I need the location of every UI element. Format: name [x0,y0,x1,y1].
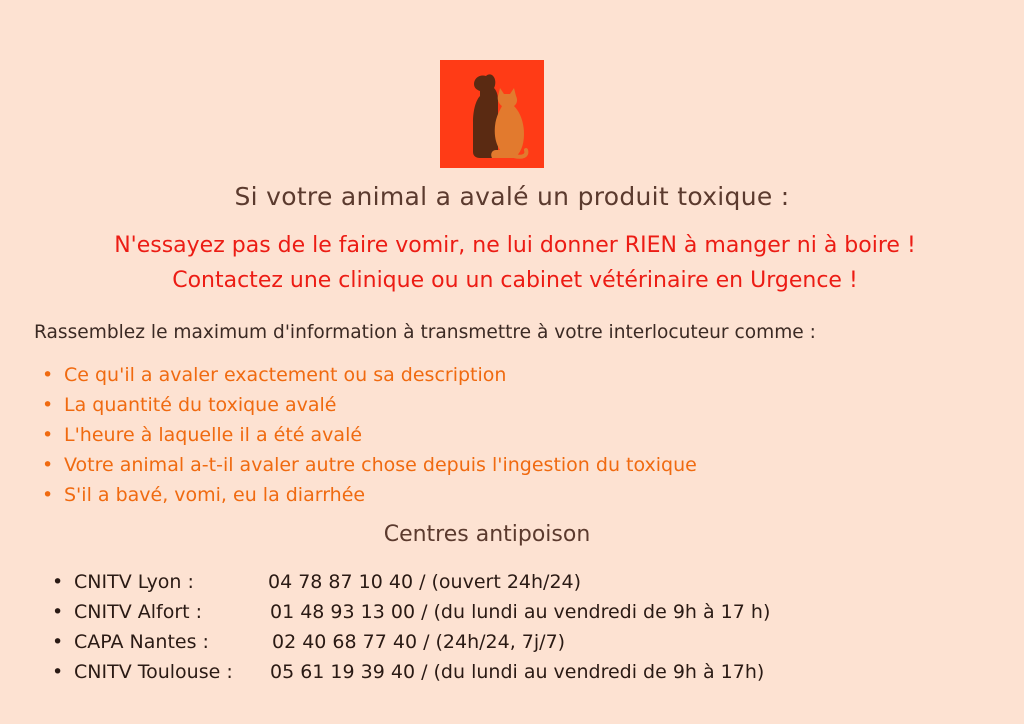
bullet-icon: • [52,601,64,623]
checklist-item: • La quantité du toxique avalé [42,390,697,420]
centre-item [52,567,582,597]
checklist-item: • S'il a bavé, vomi, eu la diarrhée [42,480,697,510]
checklist-item: • Ce qu'il a avaler exactement ou sa description [42,360,697,390]
dog-cat-icon [440,60,544,168]
bullet-icon: • [42,364,54,386]
centre-name: CNITV Alfort : [74,601,203,623]
centre-phone: 01 48 93 13 00 / (du lundi au vendredi de 9h à 17 h) [270,601,771,623]
bullet-icon: • [52,571,64,593]
bullet-icon: • [42,424,54,446]
centres-title: Centres antipoison [383,522,591,547]
centre-item [52,657,765,687]
page-title: Si votre animal a avalé un produit toxique : [234,182,790,211]
checklist-item: • Votre animal a-t-il avaler autre chose depuis l'ingestion du toxique [42,450,697,480]
centres-list [52,567,771,687]
centre-name: CNITV Toulouse : [74,661,233,683]
bullet-icon: • [42,394,54,416]
bullet-icon: • [42,484,54,506]
centre-phone: 02 40 68 77 40 / (24h/24, 7j/7) [272,631,566,653]
centre-name: CNITV Lyon : [74,571,194,593]
checklist-item: • L'heure à laquelle il a été avalé [42,420,697,450]
bullet-icon: • [52,661,64,683]
bullet-icon: • [52,631,64,653]
dog-cat-logo [440,60,544,168]
checklist [42,360,697,510]
warning-line-2: Contactez une clinique ou un cabinet vétérinaire en Urgence ! [172,268,858,293]
centre-name: CAPA Nantes : [74,631,209,653]
centre-item [52,597,771,627]
centre-phone: 04 78 87 10 40 / (ouvert 24h/24) [268,571,582,593]
bullet-icon: • [42,454,54,476]
centre-item [52,627,566,657]
centre-phone: 05 61 19 39 40 / (du lundi au vendredi de 9h à 17h) [270,661,765,683]
warning-line-1: N'essayez pas de le faire vomir, ne lui donner RIEN à manger ni à boire ! [114,233,916,258]
intro-text: Rassemblez le maximum d'information à transmettre à votre interlocuteur comme : [34,322,816,343]
